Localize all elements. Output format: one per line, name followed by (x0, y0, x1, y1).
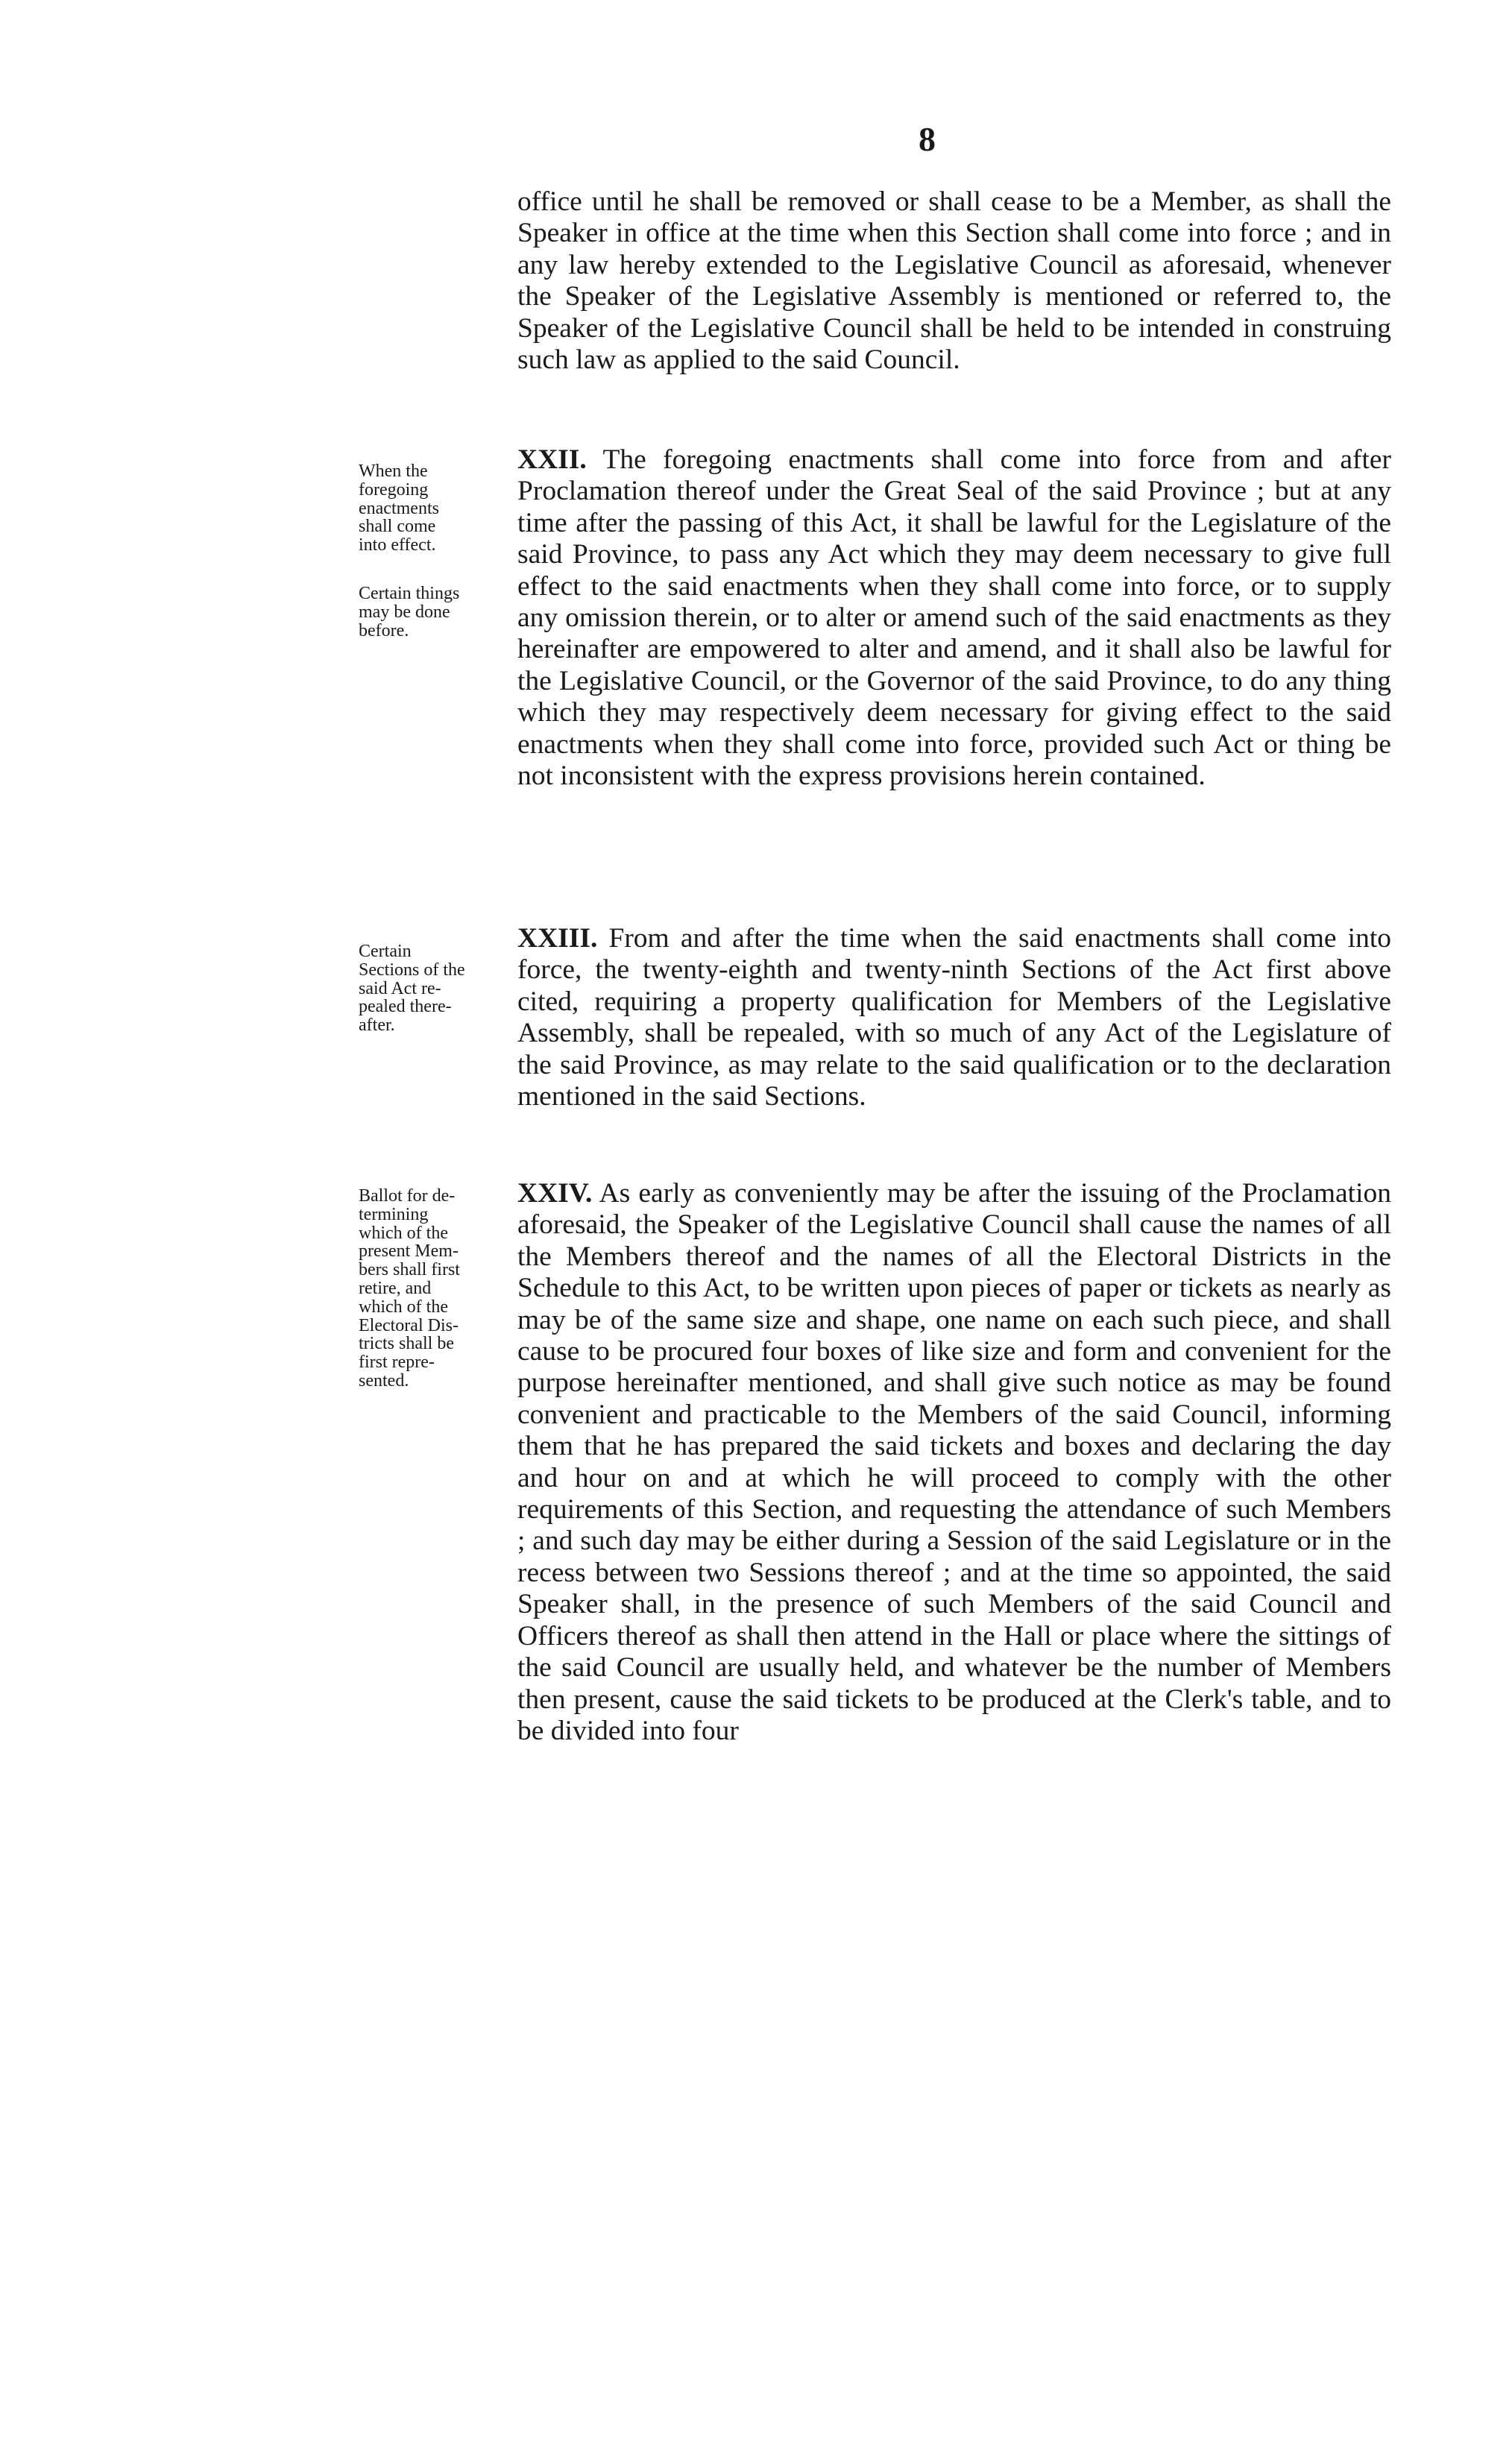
margin-note-line: Certain things (359, 584, 460, 603)
margin-note-line: pealed there- (359, 997, 452, 1017)
margin-note-line: enactments (359, 498, 439, 518)
section-xxii-paragraph (517, 444, 1391, 792)
margin-note-line: may be done (359, 602, 450, 622)
margin-note-line: Certain (359, 942, 412, 961)
margin-note-line: before. (359, 620, 409, 640)
section-text: From and after the time when the said enactments shall come into force, the twenty-eighth and twenty-ninth Sections of the Act first above cited, requiring a property qualification for Members of the Legislative Assembly, shall be repealed, with so much of any Act of the Legislature of the said Province, as may relate to the said qualification or to the declaration mentioned in the said Sections. (517, 923, 1392, 1112)
margin-note-line: Electoral Dis- (359, 1315, 459, 1335)
margin-note-line: into effect. (359, 535, 436, 555)
margin-note-line: shall come (359, 517, 436, 537)
margin-note (359, 942, 508, 1035)
section-xxiv-paragraph (517, 1178, 1391, 1747)
margin-note-line: retire, and (359, 1278, 432, 1298)
intro-paragraph: office until he shall be removed or shall cease to be a Member, as shall the Speaker in office at the time when this Section shall come into force ; and in any law hereby extended to the Legislative Council as aforesaid, whenever the Speaker of the Legislative Assembly is mentioned or referred to, the Speaker of the Legislative Council shall be held to be intended in construing such law as applied to the said Council. (517, 186, 1391, 376)
margin-note-line: present Mem- (359, 1241, 459, 1262)
margin-note-line: first repre- (359, 1353, 435, 1373)
margin-note (359, 585, 508, 640)
margin-note-line: which of the (359, 1297, 448, 1317)
margin-note-line: foregoing (359, 479, 429, 500)
margin-note-line: When the (359, 462, 428, 481)
margin-note-line: tricts shall be (359, 1334, 454, 1354)
section-number: XXIV. (517, 1178, 593, 1209)
margin-note-line: after. (359, 1016, 395, 1036)
section-text: As early as conveniently may be after the issuing of the Proclamation aforesaid, the Speaker of the Legislative Council shall cause the names of all the Members thereof and the names of all the Electoral Districts in the Schedule to this Act, to be written upon pieces of paper or tickets as nearly as may be of the same size and shape, one name on each such piece, and shall cause to be procured four boxes of like size and form and convenient for the purpose hereinafter mentioned, and shall give such notice as may be found convenient and practicable to the Members of the said Council, informing them that he has prepared the said tickets and boxes and declaring the day and hour on and at which he will proceed to comply with the other requirements of this Section, and requesting the attendance of such Members ; and such day may be either during a Session of the said Legislature or in the recess between two Sessions thereof ; and at the time so appointed, the said Speaker shall, in the presence of such Members of the said Council and Officers thereof as shall then attend in the Hall or place where the sittings of the said Council are usually held, and whatever be the number of Members then present, cause the said tickets to be produced at the Clerk's table, and to be divided into four (517, 1178, 1391, 1746)
margin-note-line: termining (359, 1204, 429, 1224)
margin-note-line: which of the (359, 1223, 448, 1243)
section-number: XXIII. (517, 923, 598, 954)
page-number: 8 (919, 120, 936, 158)
margin-note-line: Ballot for de- (359, 1186, 456, 1206)
margin-note-line: Sections of the (359, 960, 465, 980)
margin-note-line: bers shall first (359, 1260, 460, 1280)
section-xxiii-paragraph (517, 923, 1391, 1112)
margin-note (359, 462, 508, 555)
margin-note (359, 1187, 508, 1391)
margin-note-line: said Act re- (359, 978, 441, 998)
section-text: The foregoing enactments shall come into force from and after Proclamation thereof under the Great Seal of the said Province ; but at any time after the passing of this Act, it shall be lawful for the Legislature of the said Province, to pass any Act which they may deem necessary to give full effect to the said enactments when they shall come into force, or to supply any omission therein, or to alter or amend such of the said enactments as they hereinafter are empowered to alter and amend, and it shall also be lawful for the Legislative Council, or the Governor of the said Province, to do any thing which they may respectively deem necessary for giving effect to the said enactments when they shall come into force, provided such Act or thing be not inconsistent with the express provisions herein contained. (517, 444, 1391, 792)
margin-note-line: sented. (359, 1370, 409, 1391)
section-number: XXII. (517, 444, 587, 475)
